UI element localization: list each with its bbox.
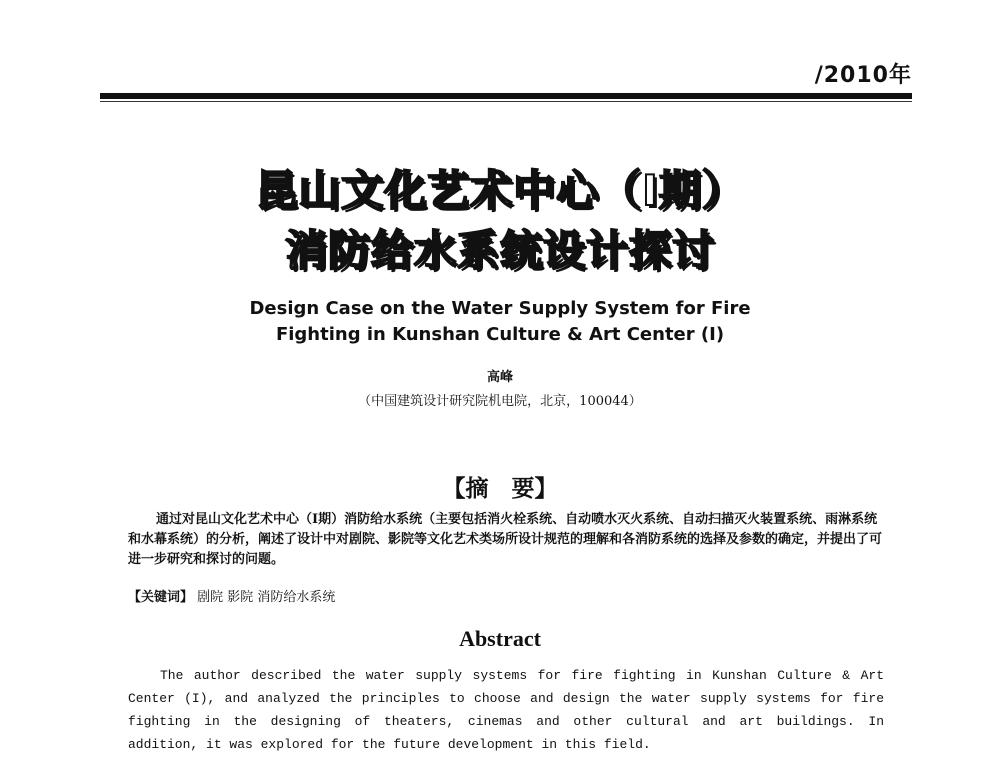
english-abstract-heading: Abstract — [459, 626, 541, 651]
chinese-abstract-heading: 【摘 要】 — [442, 475, 558, 502]
english-title-line1: Design Case on the Water Supply System for Fire — [249, 298, 751, 319]
chinese-abstract-body: 通过对昆山文化艺术中心（I期）消防给水系统（主要包括消火栓系统、自动喷水灭火系统、自动扫描灭火装置系统、雨淋系统和水幕系统）的分析，阐述了设计中对剧院、影院等文化艺术类场所设计规范的理解和各消防系统的选择及参数的确定，并提出了可进一步研究和探讨的问题。 — [128, 512, 883, 567]
keywords-line — [128, 588, 883, 608]
english-title-line2: Fighting in Kunshan Culture & Art Center (I) — [275, 324, 725, 345]
chinese-abstract — [128, 510, 883, 570]
page-year-header: /2010年 — [814, 63, 912, 88]
header-rule-thick — [100, 93, 912, 99]
keywords-text: 剧院 影院 消防给水系统 — [197, 590, 336, 605]
english-abstract-body: The author described the water supply systems for fire fighting in Kunshan Culture & Art Center (I), and analyzed the principles to choose and design the water supply systems for fire fighting in the designing of theaters, cinemas and other cultural and art buildings. In addition, it was explored for the future development in this field. — [128, 668, 884, 752]
keywords-label: 【关键词】 — [128, 590, 194, 605]
author-name: 高峰 — [486, 370, 513, 385]
chinese-title-line2: 消防给水系统设计探讨 — [284, 226, 715, 275]
chinese-title-line1: 昆山文化艺术中心（I期） — [255, 166, 745, 215]
english-abstract — [128, 664, 884, 756]
author-affiliation: （中国建筑设计研究院机电院，北京，100044） — [358, 394, 642, 409]
header-rule-thin — [100, 101, 912, 102]
